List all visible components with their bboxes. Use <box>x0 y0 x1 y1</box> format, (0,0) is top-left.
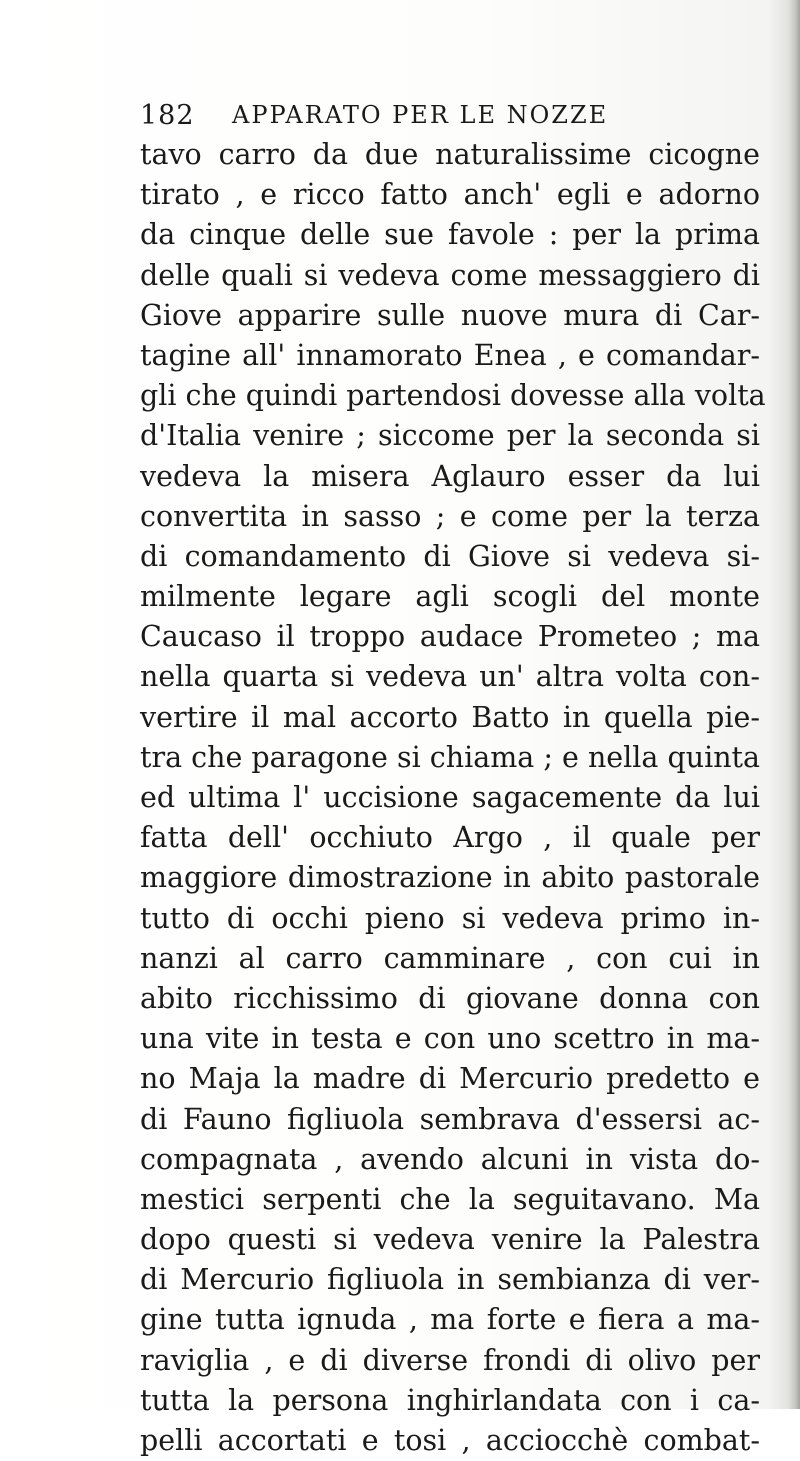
text-line: gine tutta ignuda , ma forte e fiera a ma- <box>140 1303 760 1337</box>
text-line: compagnata , avendo alcuni in vista do- <box>140 1142 760 1176</box>
text-line: no Maja la madre di Mercurio predetto e <box>140 1062 760 1096</box>
text-line: raviglia , e di diverse frondi di olivo per <box>140 1343 760 1377</box>
text-line: tagine all' innamorato Enea , e comandar- <box>140 338 760 372</box>
text-line: milmente legare agli scogli del monte <box>140 580 760 614</box>
text-line: mestici serpenti che la seguitavano. Ma <box>140 1182 760 1216</box>
page-edge-shadow <box>788 0 800 1409</box>
running-head: APPARATO PER LE NOZZE <box>232 101 609 129</box>
text-line: tutto di occhi pieno si vedeva primo in- <box>140 901 760 935</box>
text-line: pelli accortati e tosi , acciocchè combat- <box>140 1424 760 1457</box>
text-line: fatta dell' occhiuto Argo , il quale per <box>140 821 760 855</box>
text-line: convertita in sasso ; e come per la terza <box>140 499 760 533</box>
text-line: tra che paragone si chiama ; e nella quinta <box>140 740 760 774</box>
text-line: maggiore dimostrazione in abito pastorale <box>140 861 760 895</box>
text-line: vedeva la misera Aglauro esser da lui <box>140 459 760 493</box>
text-line: abito ricchissimo di giovane donna con <box>140 981 760 1015</box>
text-line: Caucaso il troppo audace Prometeo ; ma <box>140 620 760 654</box>
text-line: tutta la persona inghirlandata con i ca- <box>140 1383 760 1417</box>
text-line: nanzi al carro camminare , con cui in <box>140 941 760 975</box>
text-line: da cinque delle sue favole : per la prima <box>140 218 760 252</box>
text-line: di comandamento di Giove si vedeva si- <box>140 539 760 573</box>
text-line: vertire il mal accorto Batto in quella pie- <box>140 700 760 734</box>
page-number: 182 <box>140 100 195 131</box>
text-line: di Mercurio figliuola in sembianza di ver- <box>140 1263 760 1297</box>
text-line: tirato , e ricco fatto anch' egli e adorno <box>140 178 760 212</box>
text-line: Giove apparire sulle nuove mura di Car- <box>140 298 760 332</box>
text-line: una vite in testa e con uno scettro in ma- <box>140 1022 760 1056</box>
text-line: tavo carro da due naturalissime cicogne <box>140 138 760 171</box>
text-line: d'Italia venire ; siccome per la seconda si <box>140 419 760 453</box>
body-text <box>140 135 766 1461</box>
text-line: delle quali si vedeva come messaggiero di <box>140 258 760 292</box>
page-header <box>140 100 752 134</box>
text-line: nella quarta si vedeva un' altra volta con- <box>140 660 760 694</box>
text-line: di Fauno figliuola sembrava d'essersi ac- <box>140 1102 760 1136</box>
text-line: gli che quindi partendosi dovesse alla volta <box>140 379 766 413</box>
text-line: dopo questi si vedeva venire la Palestra <box>140 1223 760 1257</box>
text-line: ed ultima l' uccisione sagacemente da lui <box>140 781 760 814</box>
